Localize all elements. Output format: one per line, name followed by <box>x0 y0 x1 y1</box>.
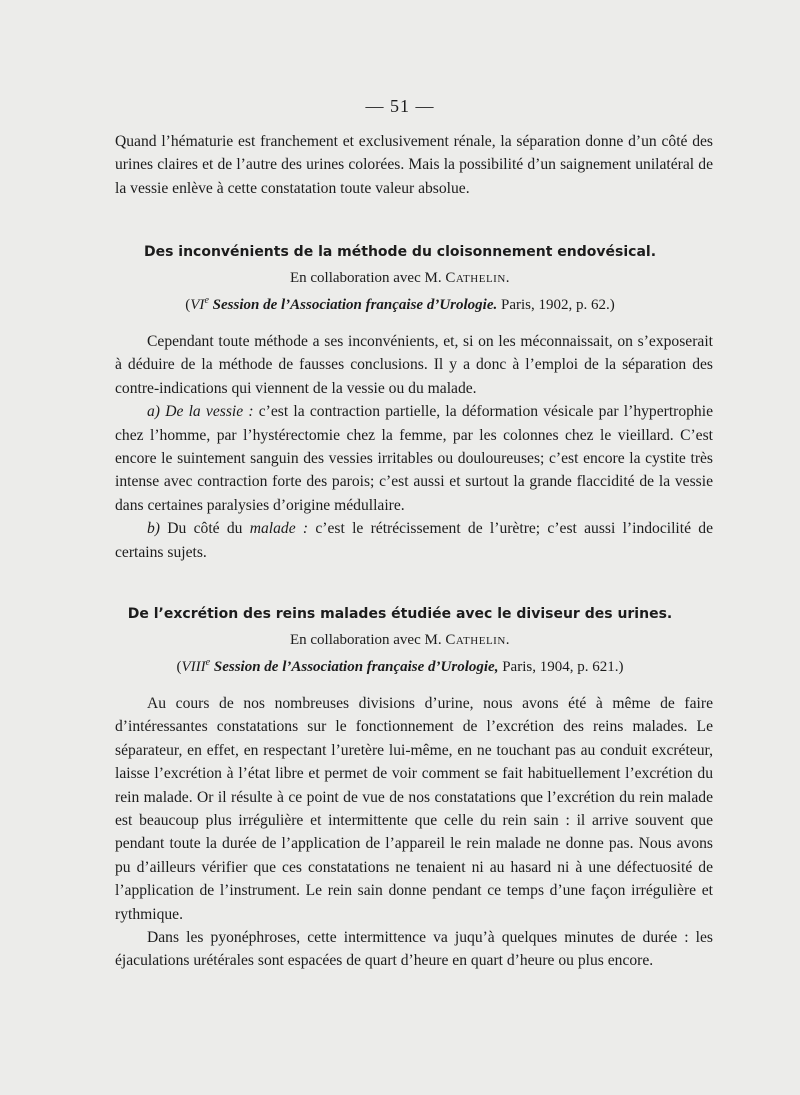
section2-session-title: Session de l’Association française d’Urologie, <box>210 659 499 675</box>
section2-session-rest: Paris, 1904, p. 621.) <box>498 659 624 675</box>
intro-paragraph <box>115 130 713 200</box>
section2-paragraph-1: Au cours de nos nombreuses divisions d’urine, nous avons été à même de faire d’intéressantes constatations sur le fonctionnement de l’excrétion des reins malades. Le séparateur, en effet, en respectant l’uretère lui-même, en ne touchant pas au conduit excréteur, laisse l’excrétion à l’état libre et permet de voir comment se fait habituellement l’excrétion du rein malade. Or il résulte à ce point de vue de nos constatations que l’excrétion du rein malade est beaucoup plus irrégulière et intermittente que celle du rein sain : il arrive souvent que pendant toute la durée de l’application de l’appareil le rein malade ne donne pas. Nous avons pu d’ailleurs vérifier que ces constatations ne tenaient ni au hasard ni à une défectuosité de l’application de l’instrument. Le rein sain donne pendant ce temps d’une façon irrégulière et rythmique. <box>115 695 713 923</box>
section1-session-rest: Paris, 1902, p. 62.) <box>497 297 615 313</box>
section1-session-reference <box>0 295 800 314</box>
page-number: — 51 — <box>365 96 435 116</box>
section1-para3-lead: malade : <box>249 520 309 538</box>
section2-body <box>115 692 713 973</box>
section2-session-reference <box>0 657 800 676</box>
section2-paragraph-2: Dans les pyonéphroses, cette intermittence va juqu’à quelques minutes de durée : les éjaculations urétérales sont espacées de quart d’heure en quart d’heure ou plus encore. <box>115 929 713 970</box>
section2-collab-name: Cathelin. <box>445 632 511 648</box>
section1-para3-text: c’est le rétrécissement de l’urètre; c’est aussi l’indocilité de certains sujets. <box>115 520 713 561</box>
intro-text: Quand l’hématurie est franchement et exclusivement rénale, la séparation donne d’un côté des urines claires et de l’autre des urines colorées. Mais la possibilité d’un saignement unilatéral de la vessie enlève à cette constatation toute valeur absolue. <box>115 133 713 197</box>
section2-collaboration <box>0 632 800 649</box>
section2-heading: De l’excrétion des reins malades étudiée avec le diviseur des urines. <box>127 606 673 622</box>
section2-session-sup: e <box>205 657 211 668</box>
section1-session-open: ( <box>185 297 191 313</box>
section1-paragraph-1: Cependant toute méthode a ses inconvénients, et, si on les méconnaissait, on s’exposerait à déduire de la méthode de fausses conclusions. Il y a donc à l’emploi de la séparation des contre-indications qui viennent de la vessie ou du malade. <box>115 333 713 397</box>
section2-collab-prefix: En collaboration avec M. <box>289 632 442 648</box>
section2-session-ordinal: VIII <box>181 659 206 675</box>
section1-paragraph-3 <box>115 517 713 564</box>
section1-para3-label: b) <box>147 520 160 538</box>
section1-para2-label: a) <box>147 403 160 421</box>
section1-collaboration <box>0 270 800 287</box>
section1-collab-prefix: En collaboration avec M. <box>289 270 442 286</box>
section1-session-sup: e <box>204 295 209 306</box>
section1-heading: Des inconvénients de la méthode du cloisonnement endovésical. <box>143 244 657 260</box>
section1-para2-text: c’est la contraction partielle, la déformation vésicale par l’hypertrophie chez l’homme, par l’hystérectomie chez la femme, par les colonnes chez le vieillard. C’est encore le suintement sanguin des vessies irritables ou douloureuses; c’est encore la cystite très intense avec contraction forte des parois; c’est aussi et surtout la grande flaccidité de la vessie dans certaines paralysies d’origine médullaire. <box>115 403 713 514</box>
section1-body <box>115 330 713 564</box>
section1-paragraph-2 <box>115 400 713 517</box>
section1-para2-lead: De la vessie : <box>165 403 254 421</box>
section1-session-title: Session de l’Association française d’Urologie. <box>208 297 498 313</box>
section1-collab-name: Cathelin. <box>445 270 511 286</box>
section1-para3-pre: Du côté du <box>160 520 250 538</box>
section2-session-open: ( <box>176 659 182 675</box>
section1-session-ordinal: VI <box>190 297 205 313</box>
